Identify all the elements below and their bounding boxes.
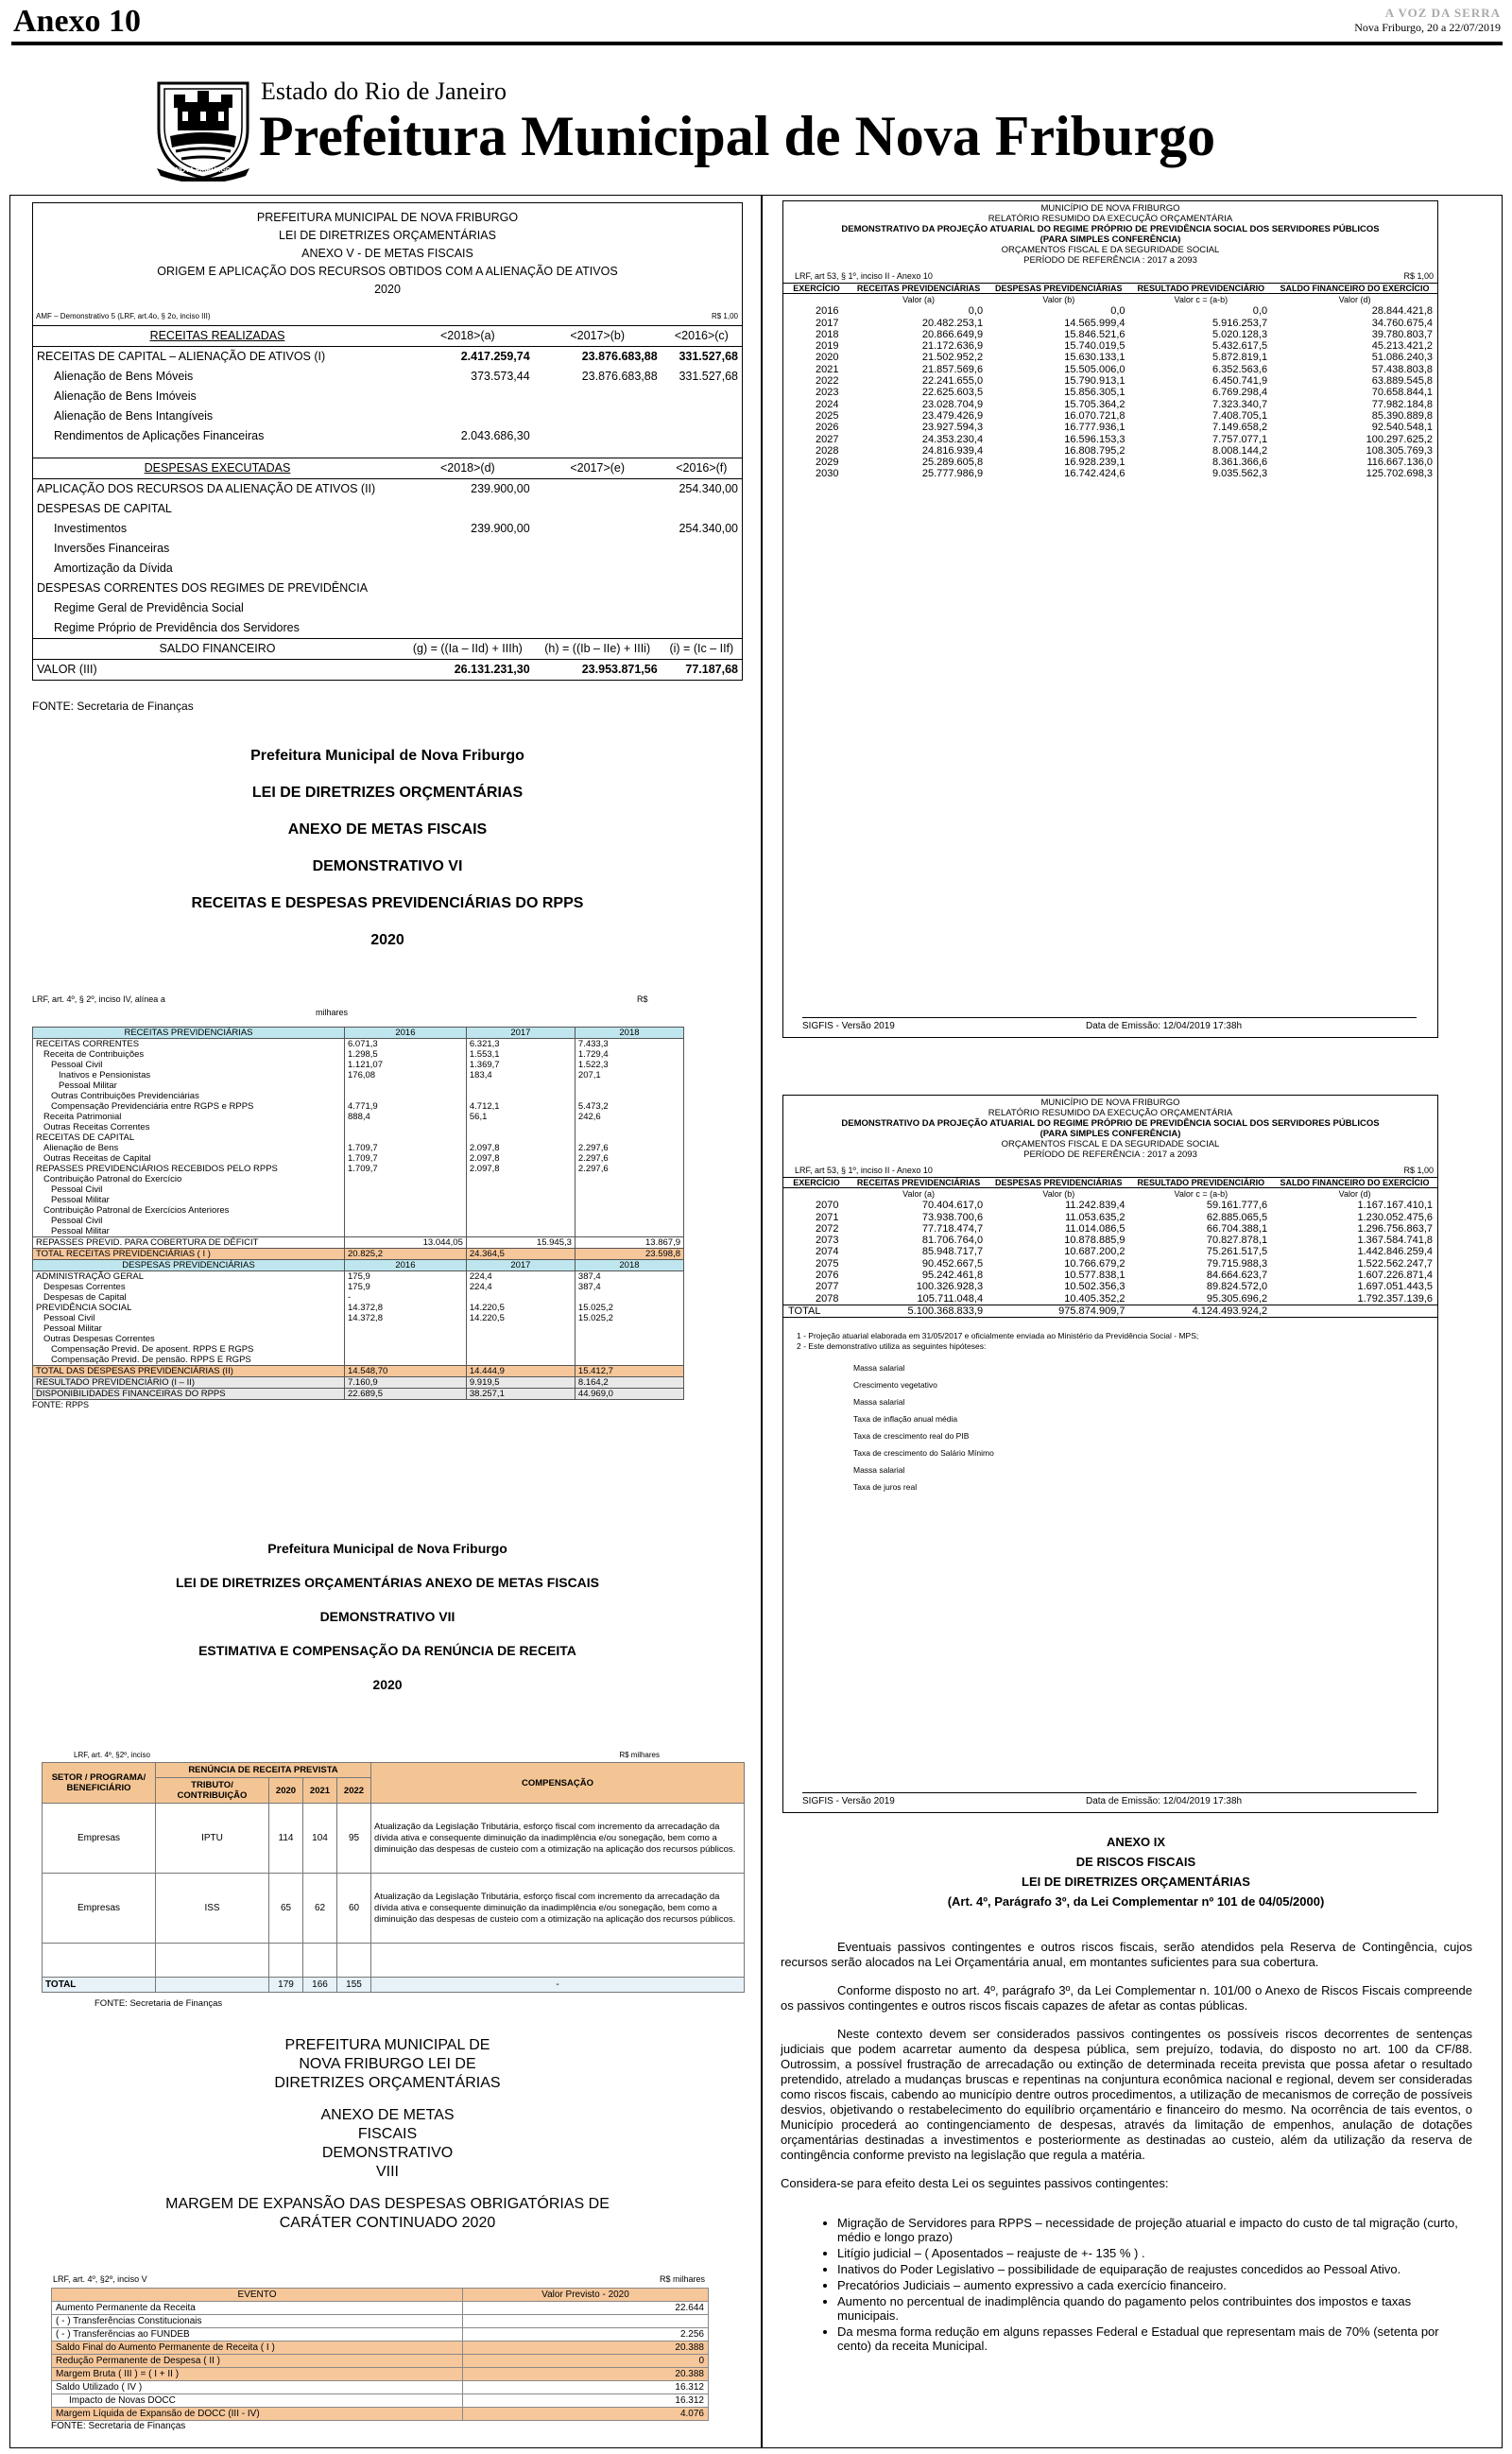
table-row: Pessoal Civil	[33, 1216, 684, 1226]
annex7-source: FONTE: Secretaria de Finanças	[94, 1998, 223, 2009]
table-row: 2073 81.706.764,0 10.878.885,9 70.827.878,1 1.367.584.741,8	[816, 1235, 1433, 1247]
annex5-title	[33, 209, 742, 299]
actuarial-unit: R$ 1,00	[1403, 271, 1434, 281]
annex5-table	[33, 325, 742, 680]
annex8-table	[51, 2288, 709, 2421]
table-row: Pessoal Civil 1.121,07 1.369,7 1.522,3	[33, 1060, 684, 1070]
table-row: Receita de Contribuições 1.298,5 1.553,1 1.729,4	[33, 1049, 684, 1060]
table-row: 2077 100.326.928,3 10.502.356,3 89.824.572,0 1.697.051.443,5	[816, 1281, 1433, 1293]
table-row: Pessoal Civil 14.372,8 14.220,5 15.025,2	[33, 1313, 684, 1323]
table-row: Despesas Correntes 175,9 224,4 387,4	[33, 1282, 684, 1292]
table-row: Pessoal Civil	[33, 1184, 684, 1195]
annex8-source: FONTE: Secretaria de Finanças	[51, 2421, 186, 2431]
annex5-unit: R$ 1,00	[711, 312, 738, 320]
table-row: APLICAÇÃO DOS RECURSOS DA ALIENAÇÃO DE ATIVOS (II) 239.900,00 254.340,00	[37, 481, 738, 495]
annex8-title-line: FISCAIS	[357, 2126, 418, 2142]
list-item: • Litígio judicial – ( Aposentados – reajuste de +- 135 % ) .	[837, 2246, 1472, 2260]
list-item: • Aumento no percentual de inadimplência quando do pagamento pelos contribuintes dos impostos e taxas municipais.	[837, 2294, 1472, 2323]
list-item: • Precatórios Judiciais – aumento expressivo a cada exercício financeiro.	[837, 2278, 1472, 2292]
table-row: 2022 22.241.655,0 15.790.913,1 6.450.741,9 63.889.545,8	[816, 375, 1433, 388]
annex5-title-line: LEI DE DIRETRIZES ORÇAMENTÁRIAS	[279, 229, 496, 242]
table-header: EVENTO Valor Previsto - 2020	[52, 2289, 709, 2302]
table-row: 2024 23.028.704,9 15.705.364,2 7.323.340,7 77.982.184,8	[816, 398, 1433, 410]
table-row: REPASSES PREVID. PARA COBERTURA DE DÉFICIT 13.044,05 15.945,3 13.867,9	[33, 1237, 684, 1249]
annex6-title-line: LEI DE DIRETRIZES ORÇMENTÁRIAS	[251, 785, 524, 801]
actuarial-header: MUNICÍPIO DE NOVA FRIBURGO RELATÓRIO RESUMIDO DA EXECUÇÃO ORÇAMENTÁRIA DEMONSTRATIVO DA PROJEÇÃO ATUARIAL DO REGIME PRÓPRIO DE PREVIDÊNCIA SOCIAL DOS SERVIDORES PÚBLICOS (PARA SIMPLES CONFERÊNCIA) ORÇAMENTOS FISCAL E DA SEGURIDADE SOCIAL PERÍODO DE REFERÊNCIA : 2017 a 2093	[841, 1097, 1380, 1160]
actuarial-ref: LRF, art 53, § 1º, inciso II - Anexo 10	[795, 1166, 933, 1175]
annex6-title-line: RECEITAS E DESPESAS PREVIDENCIÁRIAS DO RPPS	[191, 895, 584, 911]
table-row: Investimentos 239.900,00 254.340,00	[54, 521, 738, 535]
table-row: 2078 105.711.048,4 10.405.352,2 95.305.696,2 1.792.357.139,6	[816, 1292, 1433, 1305]
table-row: 2027 24.353.230,4 16.596.153,3 7.757.077,1 100.297.625,2	[816, 433, 1433, 445]
annex8-ref: LRF, art. 4º, §2º, inciso V R$ milhares	[53, 2274, 705, 2284]
table-row: Compensação Previd. De pensão. RPPS E RGPS	[33, 1355, 684, 1366]
annex8-title-line: VIII	[375, 2164, 399, 2180]
actuarial-footer: SIGFIS - Versão 2019 Data de Emissão: 12/04/2019 17:38h	[802, 1017, 1417, 1031]
table-row: REPASSES PREVIDENCIÁRIOS RECEBIDOS PELO RPPS 1.709,7 2.097,8 2.297,6	[33, 1164, 684, 1174]
actuarial-ref: LRF, art 53, § 1º, inciso II - Anexo 10	[795, 271, 933, 281]
table-row: Despesas de Capital -	[33, 1292, 684, 1303]
annex8-table-wrap	[51, 2288, 709, 2431]
actuarial-table-2	[783, 1177, 1437, 1318]
table-row: VALOR (III) 26.131.231,30 23.953.871,56 77.187,68	[37, 662, 738, 676]
result-row: RESULTADO PREVIDENCIÁRIO (I – II) 7.160,9 9.919,5 8.164,2	[33, 1377, 684, 1389]
table-row: ( - ) Transferências Constitucionais	[52, 2315, 709, 2328]
table-row: Compensação Previdenciária entre RGPS e RPPS 4.771,9 4.712,1 5.473,2	[33, 1101, 684, 1112]
table-row: 2071 73.938.700,6 11.053.635,2 62.885.065,5 1.230.052.475,6	[816, 1211, 1433, 1223]
annex9-paragraph: Neste contexto devem ser considerados passivos contingentes os possíveis riscos decorrentes de sentenças judiciais que podem acarretar aumento da despesa pública, sem prejuízo, todavia, do disposto no art. 100 da CF/88. Outrossim, a possível frustração de arrecadação ou extinção de determinada receita prevista que possa afetar o resultado pretendido, atrelado a mudanças bruscas e repentinas na conjuntura econômica nacional e regional, devem ser consideradas como riscos fiscais, cabendo ao município dentre outros procedimentos, a utilização de mecanismos de correção de possíveis desvios, objetivando o restabelecimento do equilíbrio orçamentário e financeiro do mesmo. Na ocorrência de tais eventos, o Município procederá ao contingenciamento de despesas, através da limitação de empenhos, anulação de dotações orçamentárias destinadas a investimentos e posteriormente as destinadas ao custeio, além da utilização da reserva de contingência conforme previsto na legislação que regula a matéria.	[781, 2027, 1472, 2162]
table-row: Outras Receitas Correntes	[33, 1122, 684, 1132]
state-name: Estado do Rio de Janeiro	[261, 78, 507, 105]
annex9-paragraph: Conforme disposto no art. 4º, parágrafo 3º, da Lei Complementar n. 101/00 o Anexo de Riscos Fiscais compreende os passivos contingentes e outros riscos fiscais capazes de afetar as contas públicas.	[781, 1983, 1472, 2013]
table-row: 2017 20.482.253,1 14.565.999,4 5.916.253,7 34.760.675,4	[816, 317, 1433, 329]
hypothesis-item: Massa salarial	[853, 1363, 905, 1374]
annex8-title-line: MARGEM DE EXPANSÃO DAS DESPESAS OBRIGATÓRIAS DE	[165, 2196, 610, 2212]
column-divider	[761, 195, 763, 2448]
list-item: • Da mesma forma redução em alguns repasses Federal e Estadual que representam mais de 70% (setenta por cento) da receita Municipal.	[837, 2324, 1472, 2353]
annex7-ref: LRF, art. 4º, §2º, inciso R$ milhares	[74, 1751, 660, 1759]
table-header: DESPESAS EXECUTADAS <2018>(d) <2017>(e) <2016>(f)	[33, 458, 742, 478]
annex8-title-line: DEMONSTRATIVO	[321, 2145, 454, 2161]
table-row: 2020 21.502.952,2 15.630.133,1 5.872.819,1 51.086.240,3	[816, 352, 1433, 364]
table-row: 2016 0,0 0,0 0,0 28.844.421,8	[816, 305, 1433, 318]
table-row: Regime Geral de Previdência Social	[54, 600, 244, 614]
hypothesis-item: Taxa de juros real	[853, 1482, 918, 1493]
table-row: Contribuição Patronal do Exercício	[33, 1174, 684, 1184]
table-row: DESPESAS DE CAPITAL	[37, 501, 172, 515]
table-row: Contribuição Patronal de Exercícios Anteriores	[33, 1205, 684, 1216]
hypothesis-item: Massa salarial	[853, 1465, 905, 1476]
table-row: Pessoal Militar	[33, 1323, 684, 1334]
table-row: DESPESAS CORRENTES DOS REGIMES DE PREVIDÊNCIA	[37, 580, 369, 595]
annex5-title-line: ORIGEM E APLICAÇÃO DOS RECURSOS OBTIDOS COM A ALIENAÇÃO DE ATIVOS	[157, 265, 618, 278]
table-row: Margem Bruta ( III ) = ( I + II ) 20.388	[52, 2368, 709, 2381]
actuarial-table-1	[783, 283, 1437, 480]
table-row: Margem Líquida de Expansão de DOCC (III - IV) 4.076	[52, 2408, 709, 2421]
table-row: ADMINISTRAÇÃO GERAL 175,9 224,4 387,4	[33, 1271, 684, 1283]
annex5-ref: AMF – Demonstrativo 5 (LRF, art.4o, § 2o, inciso III)	[36, 312, 211, 320]
table-header: SETOR / PROGRAMA/ BENEFICIÁRIO RENÚNCIA DE RECEITA PREVISTA COMPENSAÇÃO	[43, 1763, 745, 1778]
table-row: 2030 25.777.986,9 16.742.424,6 9.035.562,3 125.702.698,3	[816, 468, 1433, 480]
table-header: RECEITAS REALIZADAS <2018>(a) <2017>(b) <2016>(c)	[33, 326, 742, 347]
annex6-title-line: DEMONSTRATIVO VI	[312, 858, 463, 874]
actuarial-part1	[782, 200, 1438, 1038]
annex7-title-line: DEMONSTRATIVO VII	[319, 1609, 455, 1624]
result-row: DISPONIBILIDADES FINANCEIRAS DO RPPS 22.689,5 38.257,1 44.969,0	[33, 1389, 684, 1400]
table-subheader: Valor (a) Valor (b) Valor c = (a-b) Valor (d)	[902, 1189, 1371, 1199]
table-header: TRIBUTO/ CONTRIBUIÇÃO 2020 2021 2022	[43, 1778, 745, 1804]
table-row: 2074 85.948.717,7 10.687.200,2 75.261.517,5 1.442.846.259,4	[816, 1246, 1433, 1258]
table-row: Compensação Previd. De aposent. RPPS E RGPS	[33, 1344, 684, 1355]
table-row: 2025 23.479.426,9 16.070.721,8 7.408.705,1 85.390.889,8	[816, 409, 1433, 422]
hypothesis-item: Taxa de inflação anual média	[853, 1414, 958, 1425]
table-header: EXERCÍCIO RECEITAS PREVIDENCIÁRIAS DESPESAS PREVIDENCIÁRIAS RESULTADO PREVIDENCIÁRIO SALDO FINANCEIRO DO EXERCÍCIO	[783, 1178, 1437, 1188]
risk-list	[781, 2216, 1472, 2353]
annex5-source: FONTE: Secretaria de Finanças	[32, 700, 194, 713]
table-row: Regime Próprio de Previdência dos Servidores	[54, 620, 300, 634]
table-row: Outras Contribuições Previdenciárias	[33, 1091, 684, 1101]
table-row: Saldo Final do Aumento Permanente de Receita ( I ) 20.388	[52, 2342, 709, 2355]
annex9-title-line: DE RISCOS FISCAIS	[1075, 1855, 1196, 1869]
table-row: Pessoal Militar	[33, 1195, 684, 1205]
annex6-source: FONTE: RPPS	[32, 1400, 90, 1409]
annex8-title-line: ANEXO DE METAS	[320, 2107, 455, 2123]
actuarial-notes: 1 - Projeção atuarial elaborada em 31/05/2017 e oficialmente enviada ao Ministério da Previdência Social - MPS; 2 - Este demonstrativo utiliza as seguintes hipóteses: Massa salarial Crescimento vegetativo Massa salarial Taxa de inflação anual média Taxa de crescimento real do PIB Taxa de crescimento do Salário Mínimo Massa salarial Taxa de juros real	[797, 1331, 1437, 1495]
annex7-title-line: ESTIMATIVA E COMPENSAÇÃO DA RENÚNCIA DE RECEITA	[198, 1643, 576, 1658]
annex5-title-line: ANEXO V - DE METAS FISCAIS	[301, 247, 473, 260]
actuarial-footer: SIGFIS - Versão 2019 Data de Emissão: 12/04/2019 17:38h	[802, 1792, 1417, 1806]
annex9-title-line: ANEXO IX	[1106, 1835, 1166, 1849]
annex7-title-line: Prefeitura Municipal de Nova Friburgo	[267, 1541, 507, 1556]
table-row: 2026 23.927.594,3 16.777.936,1 7.149.658,2 92.540.548,1	[816, 422, 1433, 434]
annex8-title-line: NOVA FRIBURGO LEI DE	[299, 2056, 476, 2072]
annex6-title-line: 2020	[370, 932, 404, 948]
section-title: Anexo 10	[13, 4, 142, 39]
table-row: 2070 70.404.617,0 11.242.839,4 59.161.777,6 1.167.167.410,1	[816, 1200, 1433, 1212]
table-row: Alienação de Bens Móveis 373.573,44 23.876.683,88 331.527,68	[54, 370, 738, 383]
hypothesis-item: Crescimento vegetativo	[853, 1380, 937, 1391]
annex8-title-line: CARÁTER CONTINUADO 2020	[279, 2215, 496, 2231]
annex6-table-wrap	[32, 1027, 684, 1409]
newspaper-name: A VOZ DA SERRA	[1384, 6, 1501, 20]
table-row: Outras Despesas Correntes	[33, 1334, 684, 1344]
annex6-ref: LRF, art. 4º, § 2º, inciso IV, alínea a R$ milhares	[32, 994, 648, 1017]
total-row: TOTAL DAS DESPESAS PREVIDENCIÁRIAS (II) 14.548,70 14.444,9 15.412,7	[33, 1366, 684, 1377]
annex9-paragraph: Considera-se para efeito desta Lei os seguintes passivos contingentes:	[781, 2176, 1169, 2190]
list-item: • Migração de Servidores para RPPS – necessidade de projeção atuarial e impacto do custo de tal migração (curto, médio e longo prazo)	[837, 2216, 1472, 2244]
table-header: RECEITAS PREVIDENCIÁRIAS 2016 2017 2018	[33, 1028, 684, 1039]
table-row: Pessoal Militar	[33, 1080, 684, 1091]
table-row: RECEITAS CORRENTES 6.071,3 6.321,3 7.433,3	[33, 1039, 684, 1050]
table-row: ( - ) Transferências ao FUNDEB 2.256	[52, 2328, 709, 2342]
table-row: PREVIDÊNCIA SOCIAL 14.372,8 14.220,5 15.025,2	[33, 1303, 684, 1313]
table-row: Receita Patrimonial 888,4 56,1 242,6	[33, 1112, 684, 1122]
table-row: 2072 77.718.474,7 11.014.086,5 66.704.388,1 1.296.756.863,7	[816, 1222, 1433, 1235]
annex7-title-line: LEI DE DIRETRIZES ORÇAMENTÁRIAS ANEXO DE METAS FISCAIS	[175, 1575, 600, 1590]
city-crest	[151, 70, 255, 186]
actuarial-part2	[782, 1095, 1438, 1813]
table-row: Inversões Financeiras	[54, 541, 170, 555]
table-row: 2023 22.625.603,5 15.856.305,1 6.769.298,4 70.658.844,1	[816, 387, 1433, 399]
hypothesis-item: Taxa de crescimento do Salário Mínimo	[853, 1448, 994, 1459]
table-row: 2019 21.172.636,9 15.740.019,5 5.432.617,5 45.213.421,2	[816, 340, 1433, 353]
annex9-title-line: (Art. 4º, Parágrafo 3º, da Lei Complementar nº 101 de 04/05/2000)	[947, 1894, 1325, 1909]
annex7-table	[42, 1762, 745, 1993]
annex6-title-line: Prefeitura Municipal de Nova Friburgo	[250, 748, 524, 764]
annex8-title-line: DIRETRIZES ORÇAMENTÁRIAS	[274, 2075, 501, 2091]
table-row: Impacto de Novas DOCC 16.312	[52, 2394, 709, 2408]
annex7-table-wrap	[42, 1762, 745, 2009]
table-row: Empresas IPTU 114 104 95 Atualização da Legislação Tributária, esforço fiscal com incremento da arrecadação da dívida ativa e consequente diminuição da inadimplência e/ou sonegação, bem como a diminuição das despesas de custeio com a otimização na aplicação dos recursos públicos.	[43, 1804, 745, 1874]
annex9-body	[781, 1940, 1472, 2355]
actuarial-unit: R$ 1,00	[1403, 1166, 1434, 1175]
total-row: TOTAL 5.100.368.833,9 975.874.909,7 4.124.493.924,2	[783, 1305, 1437, 1317]
table-row: Outras Receitas de Capital 1.709,7 2.097,8 2.297,6	[33, 1153, 684, 1164]
table-row: Alienação de Bens Intangíveis	[54, 409, 214, 423]
table-row: 2028 24.816.939,4 16.808.795,2 8.008.144,2 108.305.769,3	[816, 444, 1433, 457]
annex6-table	[32, 1027, 684, 1400]
table-row: 2075 90.452.667,5 10.766.679,2 79.715.988,3 1.522.562.247,7	[816, 1257, 1433, 1270]
annex6-title-line: ANEXO DE METAS FISCAIS	[287, 821, 488, 838]
city-hall-title: Prefeitura Municipal de Nova Friburgo	[259, 105, 1216, 167]
annex6-title	[32, 737, 743, 959]
table-header: SALDO FINANCEIRO (g) = ((Ia – IId) + IIIh) (h) = ((Ib – IIe) + IIIi) (i) = (Ic – IIf)	[33, 638, 742, 659]
total-row: TOTAL 179 166 155 -	[43, 1978, 745, 1993]
table-subheader: Valor (a) Valor (b) Valor c = (a-b) Valor (d)	[902, 295, 1371, 304]
table-row: Aumento Permanente da Receita 22.644	[52, 2302, 709, 2315]
annex9-paragraph: Eventuais passivos contingentes e outros riscos fiscais, serão atendidos pela Reserva de Contingência, cujos recursos serão alocados na Lei Orçamentária anual, em montantes suficientes para sua cobertura.	[781, 1940, 1472, 1969]
table-row: Amortização da Dívida	[54, 561, 173, 575]
header-rule	[11, 42, 1503, 45]
crest-ribbon-text: NOVA FRIBURGO	[175, 167, 232, 174]
table-row: Pessoal Militar	[33, 1226, 684, 1237]
annex5-frame	[32, 202, 743, 681]
annex8-title	[32, 2036, 743, 2233]
table-header: EXERCÍCIO RECEITAS PREVIDENCIÁRIAS DESPESAS PREVIDENCIÁRIAS RESULTADO PREVIDENCIÁRIO SALDO FINANCEIRO DO EXERCÍCIO	[783, 284, 1437, 294]
annex9-title-line: LEI DE DIRETRIZES ORÇAMENTÁRIAS	[1022, 1875, 1250, 1889]
table-row: Empresas ISS 65 62 60 Atualização da Legislação Tributária, esforço fiscal com incremento da arrecadação da dívida ativa e consequente diminuição da inadimplência e/ou sonegação, bem como a diminuição das despesas de custeio com a otimização na aplicação dos recursos públicos.	[43, 1874, 745, 1944]
hypothesis-item: Massa salarial	[853, 1397, 905, 1408]
actuarial-header: MUNICÍPIO DE NOVA FRIBURGO RELATÓRIO RESUMIDO DA EXECUÇÃO ORÇAMENTÁRIA DEMONSTRATIVO DA PROJEÇÃO ATUARIAL DO REGIME PRÓPRIO DE PREVIDÊNCIA SOCIAL DOS SERVIDORES PÚBLICOS (PARA SIMPLES CONFERÊNCIA) ORÇAMENTOS FISCAL E DA SEGURIDADE SOCIAL PERÍODO DE REFERÊNCIA : 2017 a 2093	[841, 203, 1380, 266]
table-row: 2076 95.242.461,8 10.577.838,1 84.664.623,7 1.607.226.871,4	[816, 1270, 1433, 1282]
annex7-title	[32, 1531, 743, 1702]
table-row: 2029 25.289.605,8 16.928.239,1 8.361.366,6 116.667.136,0	[816, 457, 1433, 469]
annex5-title-line: PREFEITURA MUNICIPAL DE NOVA FRIBURGO	[256, 211, 519, 224]
table-row: 2021 21.857.569,6 15.505.006,0 6.352.563,6 57.438.803,8	[816, 363, 1433, 375]
table-row: Redução Permanente de Despesa ( II ) 0	[52, 2355, 709, 2368]
table-row: Alienação de Bens Imóveis	[54, 389, 197, 403]
annex5-title-line: 2020	[374, 283, 401, 296]
table-row: Inativos e Pensionistas 176,08 183,4 207,1	[33, 1070, 684, 1080]
list-item: • Inativos do Poder Legislativo – possibilidade de equiparação de reajustes concedidos ao Pessoal Ativo.	[837, 2262, 1472, 2276]
annex8-title-line: PREFEITURA MUNICIPAL DE	[284, 2037, 490, 2053]
total-row: TOTAL RECEITAS PREVIDENCIÁRIAS ( I ) 20.825,2 24.364,5 23.598,8	[33, 1249, 684, 1260]
edition-date: Nova Friburgo, 20 a 22/07/2019	[1354, 21, 1501, 34]
table-header: DESPESAS PREVIDENCIÁRIAS 2016 2017 2018	[33, 1260, 684, 1271]
table-row: Rendimentos de Aplicações Financeiras 2.043.686,30	[54, 429, 530, 442]
annex7-title-line: 2020	[372, 1677, 403, 1692]
annex9-title	[777, 1832, 1495, 1911]
table-row: Saldo Utilizado ( IV ) 16.312	[52, 2381, 709, 2394]
table-row: RECEITAS DE CAPITAL – ALIENAÇÃO DE ATIVOS (I) 2.417.259,74 23.876.683,88 331.527,68	[37, 350, 738, 363]
hypothesis-item: Taxa de crescimento real do PIB	[853, 1431, 970, 1442]
table-row: Alienação de Bens 1.709,7 2.097,8 2.297,6	[33, 1143, 684, 1153]
table-row: RECEITAS DE CAPITAL	[33, 1132, 684, 1143]
table-row: 2018 20.866.649,9 15.846.521,6 5.020.128,3 39.780.803,7	[816, 328, 1433, 340]
